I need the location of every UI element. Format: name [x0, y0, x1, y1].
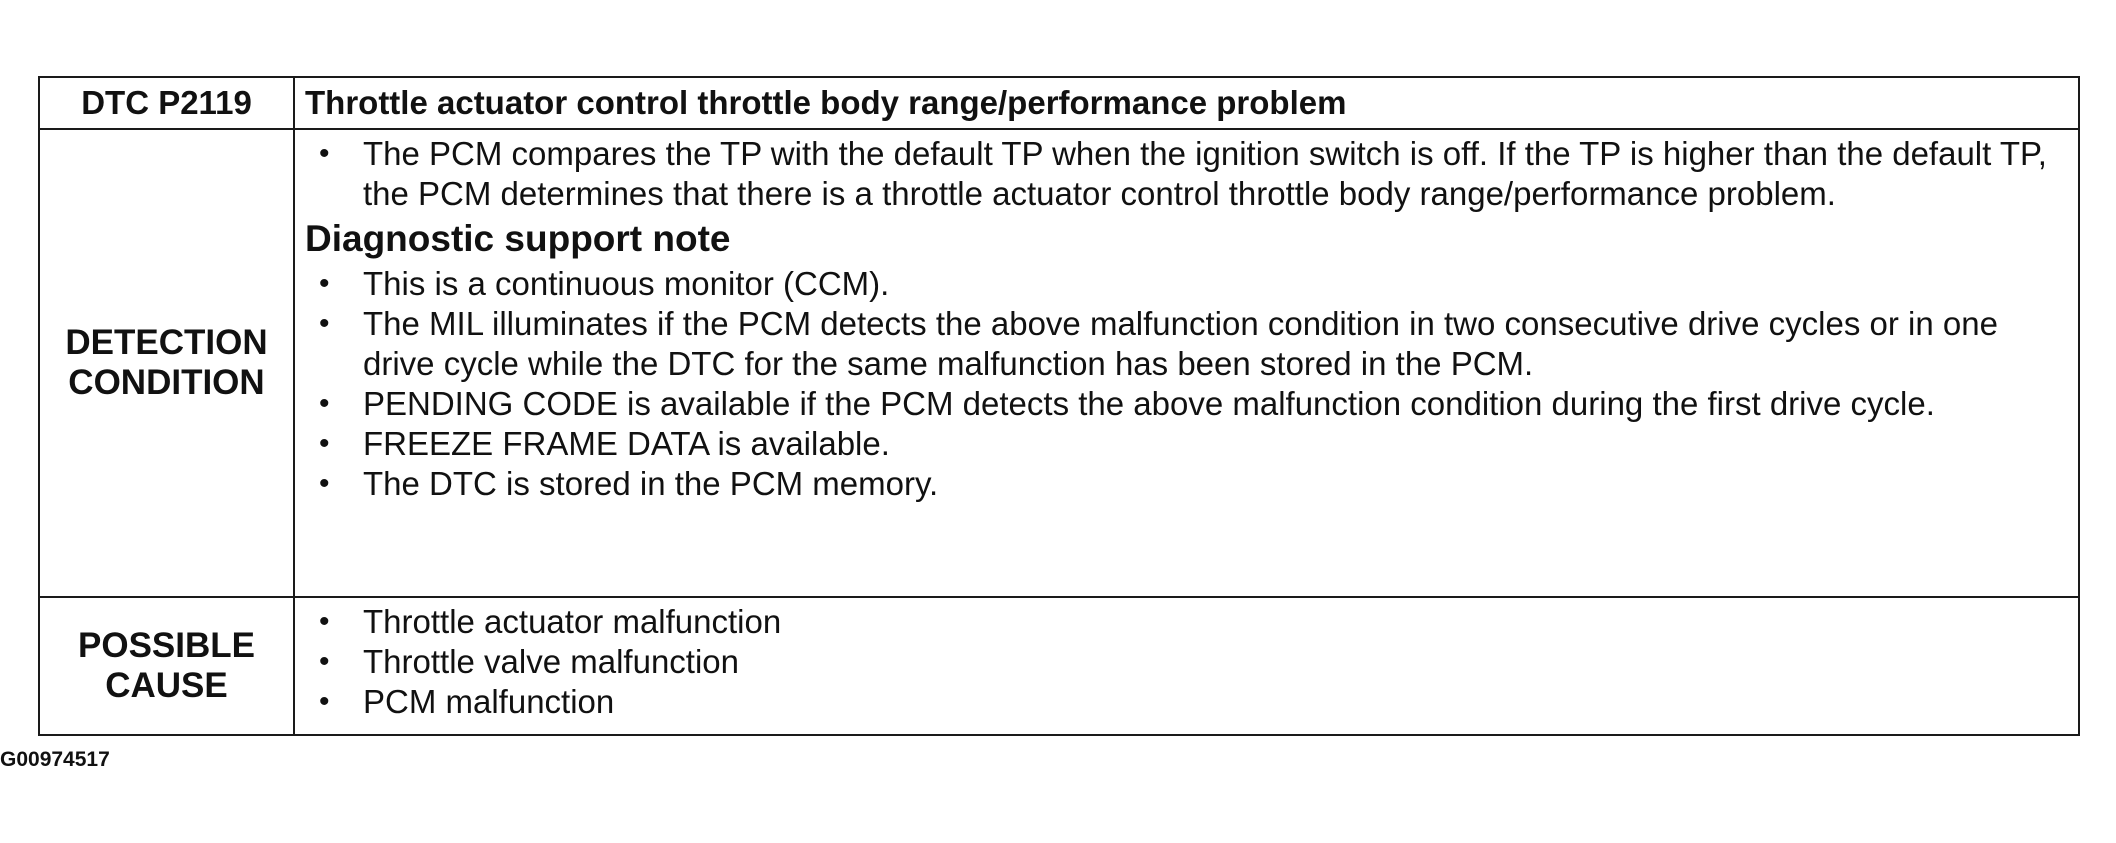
detection-content-cell — [294, 129, 2079, 597]
list-item — [305, 602, 2062, 642]
list-item-text: The MIL illuminates if the PCM detects the above malfunction condition in two consecutive drive cycles or in one drive cycle while the DTC for the same malfunction has been stored in the PCM. — [363, 305, 1998, 382]
bullet-icon: • — [319, 467, 330, 500]
dtc-title-cell: Throttle actuator control throttle body range/performance problem — [294, 77, 2079, 129]
list-item — [305, 682, 2062, 722]
possible-cause-label-cell — [39, 597, 294, 735]
detection-label-line2: CONDITION — [68, 363, 265, 402]
diagnostic-note-list — [305, 264, 2062, 504]
detection-label-line1: DETECTION — [65, 323, 268, 362]
list-item-text: FREEZE FRAME DATA is available. — [363, 425, 890, 462]
list-item-text: Throttle valve malfunction — [363, 643, 740, 680]
diagnostic-support-note-heading: Diagnostic support note — [305, 218, 731, 259]
detection-row — [39, 129, 2079, 597]
possible-cause-content-cell — [294, 597, 2079, 735]
list-item — [305, 424, 2062, 464]
bullet-icon: • — [319, 387, 330, 420]
list-item-text: PCM malfunction — [363, 683, 615, 720]
detection-intro-list — [305, 134, 2062, 214]
possible-cause-label-line1: POSSIBLE — [78, 626, 255, 665]
bullet-icon: • — [319, 645, 330, 678]
header-row — [39, 77, 2079, 129]
bullet-icon: • — [319, 267, 330, 300]
detection-label-cell — [39, 129, 294, 597]
list-item — [305, 384, 2062, 424]
list-item — [305, 464, 2062, 504]
bullet-icon: • — [319, 605, 330, 638]
list-item — [305, 134, 2062, 214]
possible-cause-list — [305, 602, 2062, 722]
dtc-table — [38, 76, 2080, 736]
list-item-text: The DTC is stored in the PCM memory. — [363, 465, 939, 502]
list-item-text: Throttle actuator malfunction — [363, 603, 782, 640]
bullet-icon: • — [319, 137, 330, 170]
list-item — [305, 642, 2062, 682]
list-item-text: This is a continuous monitor (CCM). — [363, 265, 890, 302]
list-item-text: PENDING CODE is available if the PCM detects the above malfunction condition during the first drive cycle. — [363, 385, 1935, 422]
bullet-icon: • — [319, 307, 330, 340]
bullet-icon: • — [319, 685, 330, 718]
figure-code: G00974517 — [0, 748, 110, 771]
possible-cause-row — [39, 597, 2079, 735]
dtc-code-cell: DTC P2119 — [39, 77, 294, 129]
list-item — [305, 264, 2062, 304]
bullet-icon: • — [319, 427, 330, 460]
list-item — [305, 304, 2062, 384]
possible-cause-label-line2: CAUSE — [105, 666, 228, 705]
list-item-text: The PCM compares the TP with the default TP when the ignition switch is off. If the TP is higher than the default TP, the PCM determines that there is a throttle actuator control throttle body range/performance problem. — [363, 135, 2047, 212]
